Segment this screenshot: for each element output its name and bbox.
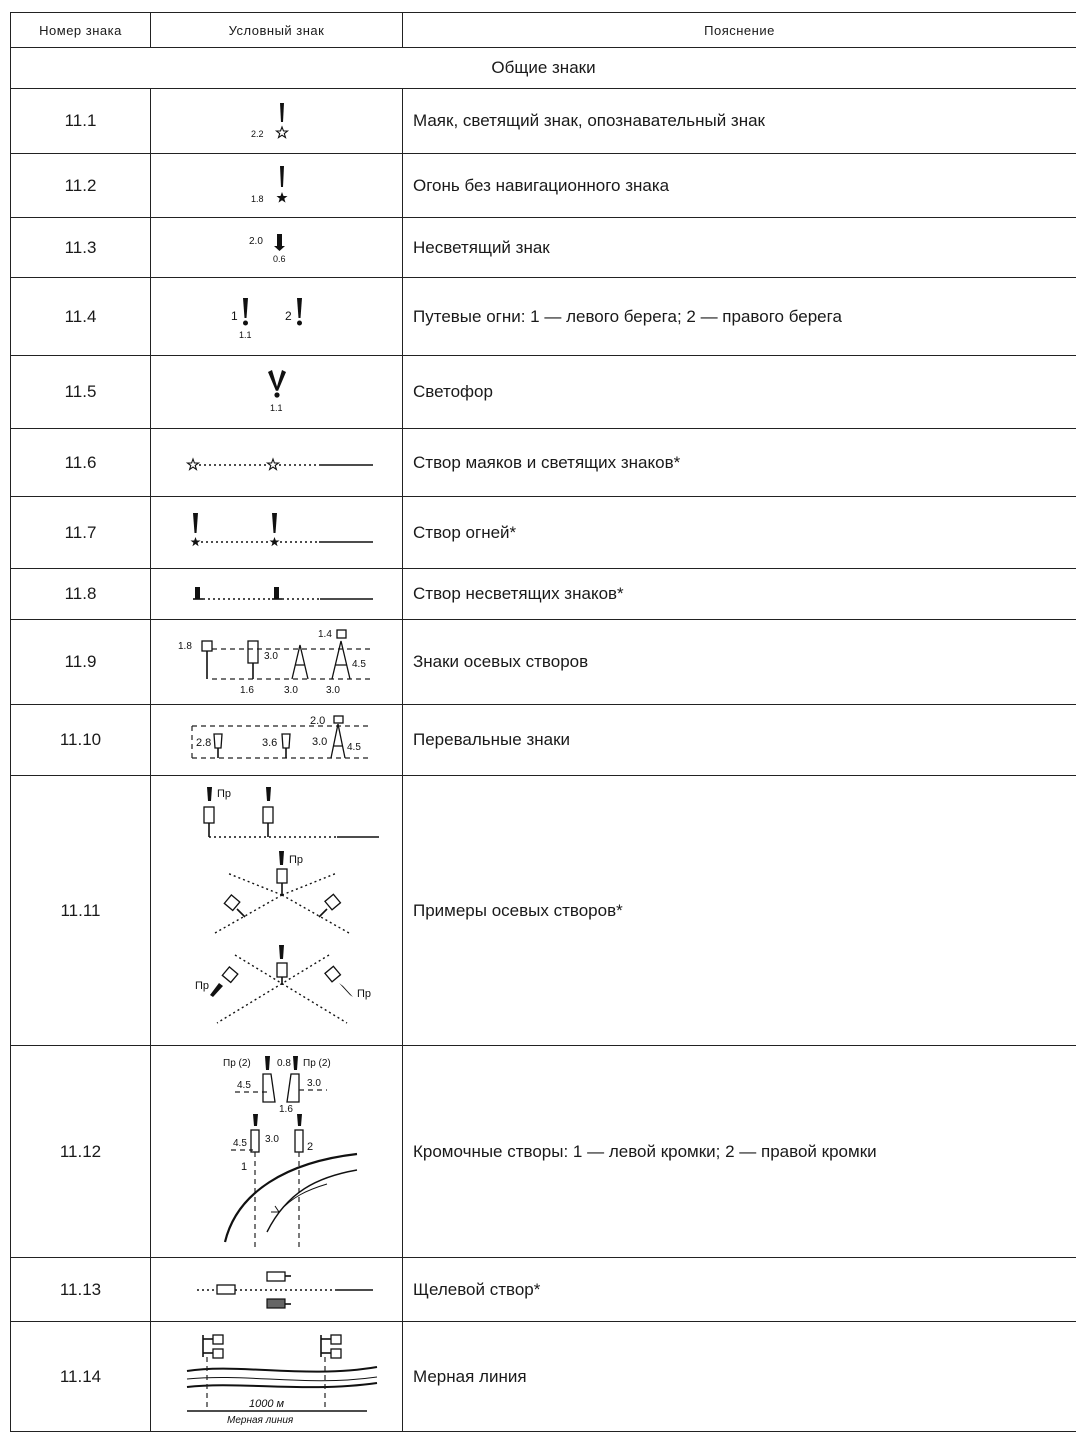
symbol-label: 1.8 bbox=[177, 641, 192, 652]
symbol-label: 1.6 bbox=[278, 1103, 293, 1115]
symbol-label: 3.0 bbox=[311, 736, 327, 748]
symbol-label: 3.0 bbox=[325, 685, 340, 696]
row-explanation: Примеры осевых створов* bbox=[403, 776, 1076, 1046]
symbol-cell bbox=[151, 620, 403, 705]
header-number: Номер знака bbox=[11, 13, 151, 48]
lighthouse-symbol-icon bbox=[247, 99, 307, 143]
table-header-row bbox=[11, 13, 1076, 48]
symbol-label: Пр bbox=[216, 787, 231, 800]
row-number: 11.6 bbox=[11, 429, 151, 497]
symbol-label: 1 bbox=[240, 1160, 247, 1173]
symbol-label: Пр bbox=[194, 979, 209, 992]
symbol-label: Мерная линия bbox=[226, 1414, 293, 1426]
symbol-label: 1 bbox=[230, 308, 238, 323]
section-row bbox=[11, 48, 1076, 89]
symbol-cell bbox=[151, 278, 403, 356]
row-explanation: Створ несветящих знаков* bbox=[403, 569, 1076, 620]
row-number: 11.9 bbox=[11, 620, 151, 705]
row-explanation: Кромочные створы: 1 — левой кромки; 2 — правой кромки bbox=[403, 1046, 1076, 1258]
row-number: 11.5 bbox=[11, 356, 151, 429]
route-lights-icon bbox=[227, 292, 327, 342]
symbol-table-sheet bbox=[10, 12, 1076, 1432]
table-row bbox=[11, 154, 1076, 218]
row-explanation: Щелевой створ* bbox=[403, 1258, 1076, 1322]
symbol-label: 2.8 bbox=[195, 737, 211, 749]
header-explanation: Пояснение bbox=[403, 13, 1076, 48]
symbol-label: 1.6 bbox=[239, 685, 254, 696]
symbol-label: 4.5 bbox=[351, 659, 366, 670]
table-row bbox=[11, 1258, 1076, 1322]
symbol-cell bbox=[151, 1046, 403, 1258]
table-row bbox=[11, 89, 1076, 154]
symbol-cell bbox=[151, 1322, 403, 1432]
symbol-cell bbox=[151, 218, 403, 278]
symbol-label: 4.5 bbox=[232, 1137, 247, 1149]
symbol-cell bbox=[151, 356, 403, 429]
row-explanation: Мерная линия bbox=[403, 1322, 1076, 1432]
row-number: 11.7 bbox=[11, 497, 151, 569]
slit-alignment-icon bbox=[177, 1266, 377, 1314]
symbol-label: 1.1 bbox=[238, 329, 252, 340]
axial-alignment-signs-icon bbox=[172, 627, 382, 697]
symbol-label: 1000 м bbox=[248, 1397, 284, 1410]
symbol-label: 1.8 bbox=[250, 193, 264, 204]
symbol-label: 3.0 bbox=[264, 1133, 279, 1145]
symbol-label: 2.0 bbox=[309, 715, 325, 727]
symbol-label: 3.6 bbox=[261, 737, 277, 749]
symbol-label: Пр bbox=[356, 987, 371, 1000]
row-explanation: Путевые огни: 1 — левого берега; 2 — правого берега bbox=[403, 278, 1076, 356]
symbol-cell bbox=[151, 89, 403, 154]
row-explanation: Светофор bbox=[403, 356, 1076, 429]
symbol-label: Пр bbox=[288, 853, 303, 866]
crossover-signs-icon bbox=[172, 712, 382, 768]
symbol-cell bbox=[151, 1258, 403, 1322]
row-explanation: Знаки осевых створов bbox=[403, 620, 1076, 705]
symbol-label: 0.8 bbox=[276, 1057, 291, 1069]
row-explanation: Несветящий знак bbox=[403, 218, 1076, 278]
row-number: 11.4 bbox=[11, 278, 151, 356]
symbol-cell bbox=[151, 569, 403, 620]
table-row bbox=[11, 1322, 1076, 1432]
lights-alignment-icon bbox=[177, 509, 377, 557]
table-row bbox=[11, 1046, 1076, 1258]
symbol-cell bbox=[151, 776, 403, 1046]
symbol-cell bbox=[151, 429, 403, 497]
edge-alignment-icon bbox=[167, 1052, 387, 1252]
row-explanation: Створ огней* bbox=[403, 497, 1076, 569]
symbol-label: Пр (2) bbox=[302, 1057, 331, 1069]
symbol-label: 4.5 bbox=[236, 1079, 251, 1091]
row-number: 11.11 bbox=[11, 776, 151, 1046]
row-explanation: Маяк, светящий знак, опознавательный знак bbox=[403, 89, 1076, 154]
row-number: 11.8 bbox=[11, 569, 151, 620]
symbol-label: 3.0 bbox=[283, 685, 298, 696]
symbol-label: 2 bbox=[284, 308, 292, 323]
row-number: 11.10 bbox=[11, 705, 151, 776]
table-row bbox=[11, 776, 1076, 1046]
symbol-cell bbox=[151, 497, 403, 569]
axial-alignment-examples-icon bbox=[167, 783, 387, 1039]
symbol-label: 4.5 bbox=[346, 742, 361, 753]
row-number: 11.1 bbox=[11, 89, 151, 154]
section-title: Общие знаки bbox=[11, 48, 1076, 89]
unlit-sign-icon bbox=[247, 228, 307, 268]
symbol-label: Пр (2) bbox=[222, 1057, 251, 1069]
row-number: 11.14 bbox=[11, 1322, 151, 1432]
symbol-label: 0.6 bbox=[272, 253, 286, 264]
symbol-label: 3.0 bbox=[263, 651, 278, 662]
table-row bbox=[11, 278, 1076, 356]
row-number: 11.13 bbox=[11, 1258, 151, 1322]
row-number: 11.2 bbox=[11, 154, 151, 218]
unlit-alignment-icon bbox=[177, 579, 377, 609]
light-without-sign-icon bbox=[247, 164, 307, 208]
header-symbol: Условный знак bbox=[151, 13, 403, 48]
traffic-light-icon bbox=[247, 366, 307, 418]
symbol-label: 2.2 bbox=[250, 129, 264, 139]
symbol-cell bbox=[151, 154, 403, 218]
table-row bbox=[11, 620, 1076, 705]
symbol-label: 2 bbox=[306, 1140, 313, 1153]
table-row bbox=[11, 218, 1076, 278]
table-row bbox=[11, 356, 1076, 429]
symbol-label: 2.0 bbox=[248, 235, 263, 247]
symbol-label: 1.1 bbox=[269, 403, 283, 413]
table-row bbox=[11, 569, 1076, 620]
row-explanation: Огонь без навигационного знака bbox=[403, 154, 1076, 218]
symbol-table bbox=[10, 12, 1076, 1432]
row-number: 11.12 bbox=[11, 1046, 151, 1258]
row-number: 11.3 bbox=[11, 218, 151, 278]
lighthouse-alignment-icon bbox=[177, 443, 377, 483]
symbol-cell bbox=[151, 705, 403, 776]
row-explanation: Перевальные знаки bbox=[403, 705, 1076, 776]
symbol-label: 1.4 bbox=[317, 629, 332, 640]
row-explanation: Створ маяков и светящих знаков* bbox=[403, 429, 1076, 497]
table-row bbox=[11, 705, 1076, 776]
measured-line-icon bbox=[167, 1327, 387, 1427]
table-row bbox=[11, 429, 1076, 497]
symbol-label: 3.0 bbox=[306, 1077, 321, 1089]
table-row bbox=[11, 497, 1076, 569]
